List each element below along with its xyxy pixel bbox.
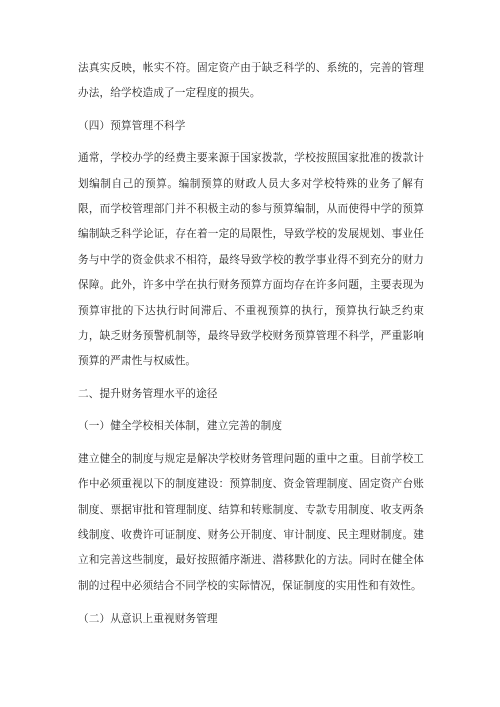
paragraph-system: 建立健全的制度与规定是解决学校财务管理问题的重中之重。目前学校工作中必须重视以下的制度建设：预算制度、资金管理制度、固定资产台账制度、票据审批和管理制度、结算和转账制度、专款专用制度、收支两条线制度、收费许可证制度、财务公开制度、审计制度、民主理财制度。建立和完善这些制度，最好按照循序渐进、潜移默化的方法。同时在健全体制的过程中必须结合不同学校的实际情况，保证制度的实用性和有效性。 [78,452,424,592]
heading-system-improvement: （一）健全学校相关体制，建立完善的制度 [78,420,283,433]
document-body [78,56,424,633]
heading-budget-management: （四）预算管理不科学 [78,119,186,132]
paragraph-fixed-assets: 法真实反映，帐实不符。固定资产由于缺乏科学的、系统的，完善的管理办法，给学校造成了一定程度的损失。 [78,62,424,100]
heading-awareness: （二）从意识上重视财务管理 [78,613,218,626]
paragraph-budget: 通常，学校办学的经费主要来源于国家拨款，学校按照国家批准的拨款计划编制自己的预算。编制预算的财政人员大多对学校特殊的业务了解有限，而学校管理部门并不积极主动的参与预算编制，从而使得中学的预算编制缺乏科学论证，存在着一定的局限性，导致学校的发展规划、事业任务与中学的资金供求不相符，最终导致学校的教学事业得不到充分的财力保障。此外，许多中学在执行财务预算方面均存在许多问题，主要表现为预算审批的下达执行时间滞后、不重视预算的执行，预算执行缺乏约束力，缺乏财务预警机制等，最终导致学校财务预算管理不科学，严重影响预算的严肃性与权威性。 [78,152,424,368]
heading-improvement-approaches: 二、提升财务管理水平的途径 [78,387,218,400]
